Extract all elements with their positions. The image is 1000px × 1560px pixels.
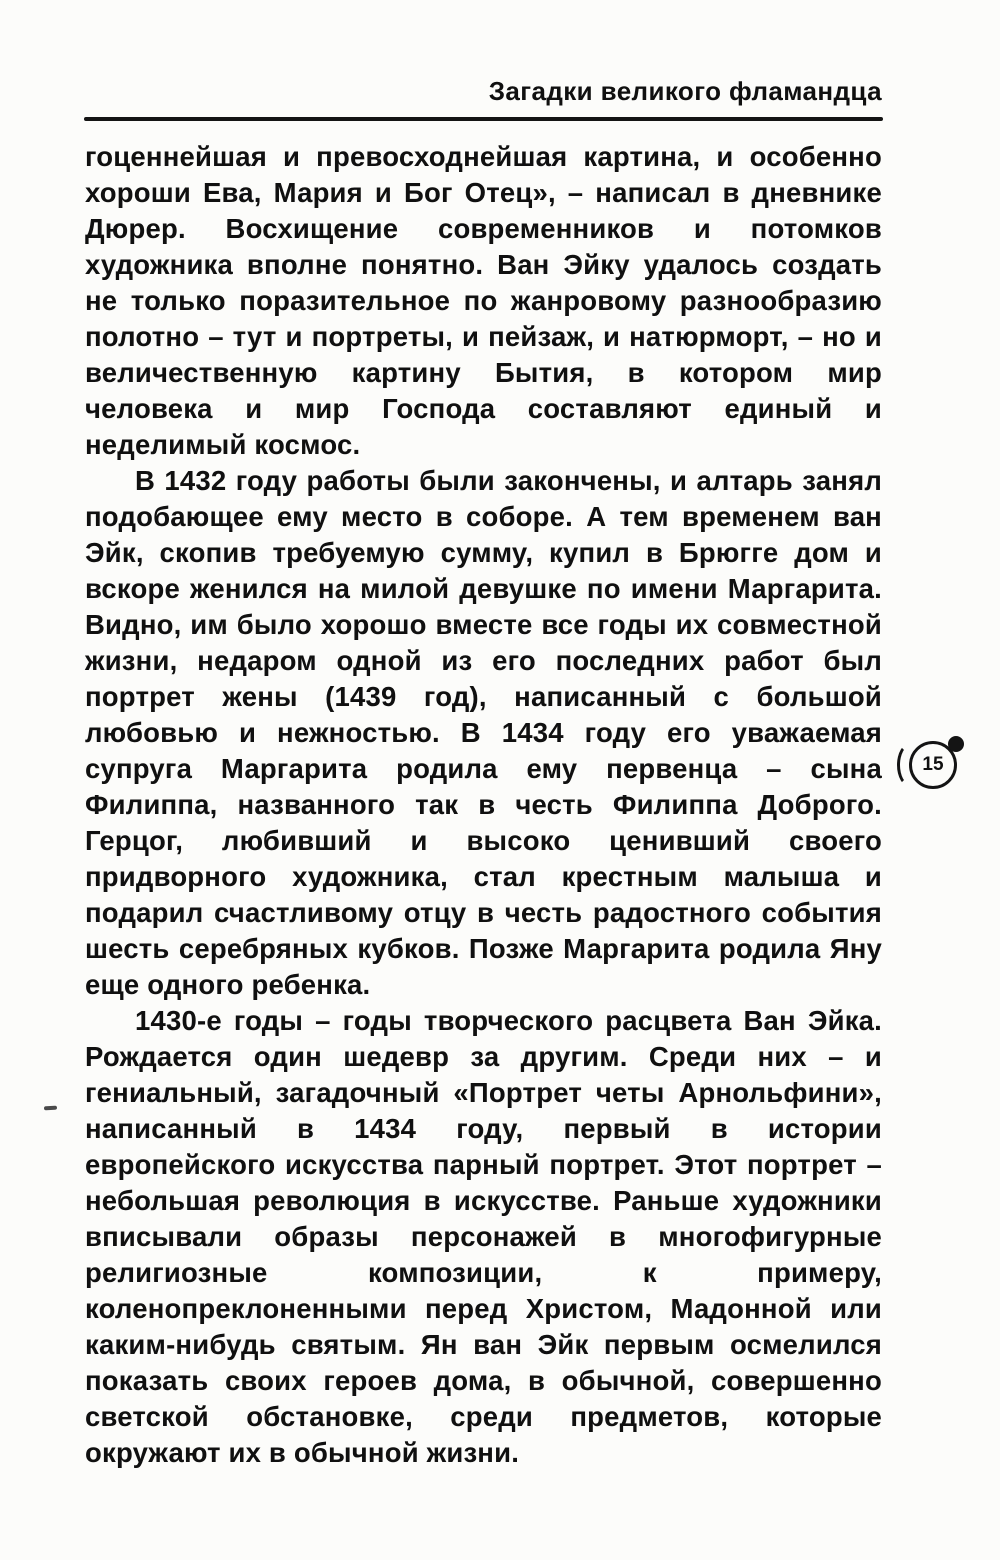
- marker-dot-decoration: [948, 736, 964, 752]
- header-rule: [84, 117, 883, 121]
- running-header: Загадки великого фламандца: [488, 76, 882, 106]
- scan-artifact-dash: [44, 1106, 57, 1111]
- body-text: [85, 139, 882, 1471]
- paragraph: В 1432 году работы были закончены, и алтарь занял подобающее ему место в соборе. А тем временем ван Эйк, скопив требуемую сумму, купил в Брюгге дом и вскоре женился на милой девушке по имени Маргарита. Видно, им было хорошо вместе все годы их совместной жизни, недаром одной из его последних работ был портрет жены (1439 год), написанный с большой любовью и нежностью. В 1434 году его уважаемая супруга Маргарита родила ему первенца – сына Филиппа, названного так в честь Филиппа Доброго. Герцог, любивший и высоко ценивший своего придворного художника, стал крестным малыша и подарил счастливому отцу в честь радостного события шесть серебряных кубков. Позже Маргарита родила Яну еще одного ребенка.: [85, 465, 882, 1000]
- paragraph: 1430-е годы – годы творческого расцвета Ван Эйка. Рождается один шедевр за другим. Среди них – и гениальный, загадочный «Портрет четы Арнольфини», написанный в 1434 году, первый в истории европейского искусства парный портрет. Этот портрет – небольшая революция в искусстве. Раньше художники вписывали образы персонажей в многофигурные религиозные композиции, к примеру, коленопреклоненными перед Христом, Мадонной или каким-нибудь святым. Ян ван Эйк первым осмелился показать своих героев дома, в обычной, совершенно светской обстановке, среди предметов, которые окружают их в обычной жизни.: [85, 1005, 882, 1468]
- paragraph-continuation: гоценнейшая и превосходнейшая картина, и особенно хороши Ева, Мария и Бог Отец», – написал в дневнике Дюрер. Восхищение современников и потомков художника вполне понятно. Ван Эйку удалось создать не только поразительное по жанровому разнообразию полотно – тут и портреты, и пейзаж, и натюрморт, – но и величественную картину Бытия, в котором мир человека и мир Господа составляют единый и неделимый космос.: [85, 141, 882, 460]
- page-number-badge: 15: [909, 741, 957, 789]
- page-number-marker: [906, 738, 962, 794]
